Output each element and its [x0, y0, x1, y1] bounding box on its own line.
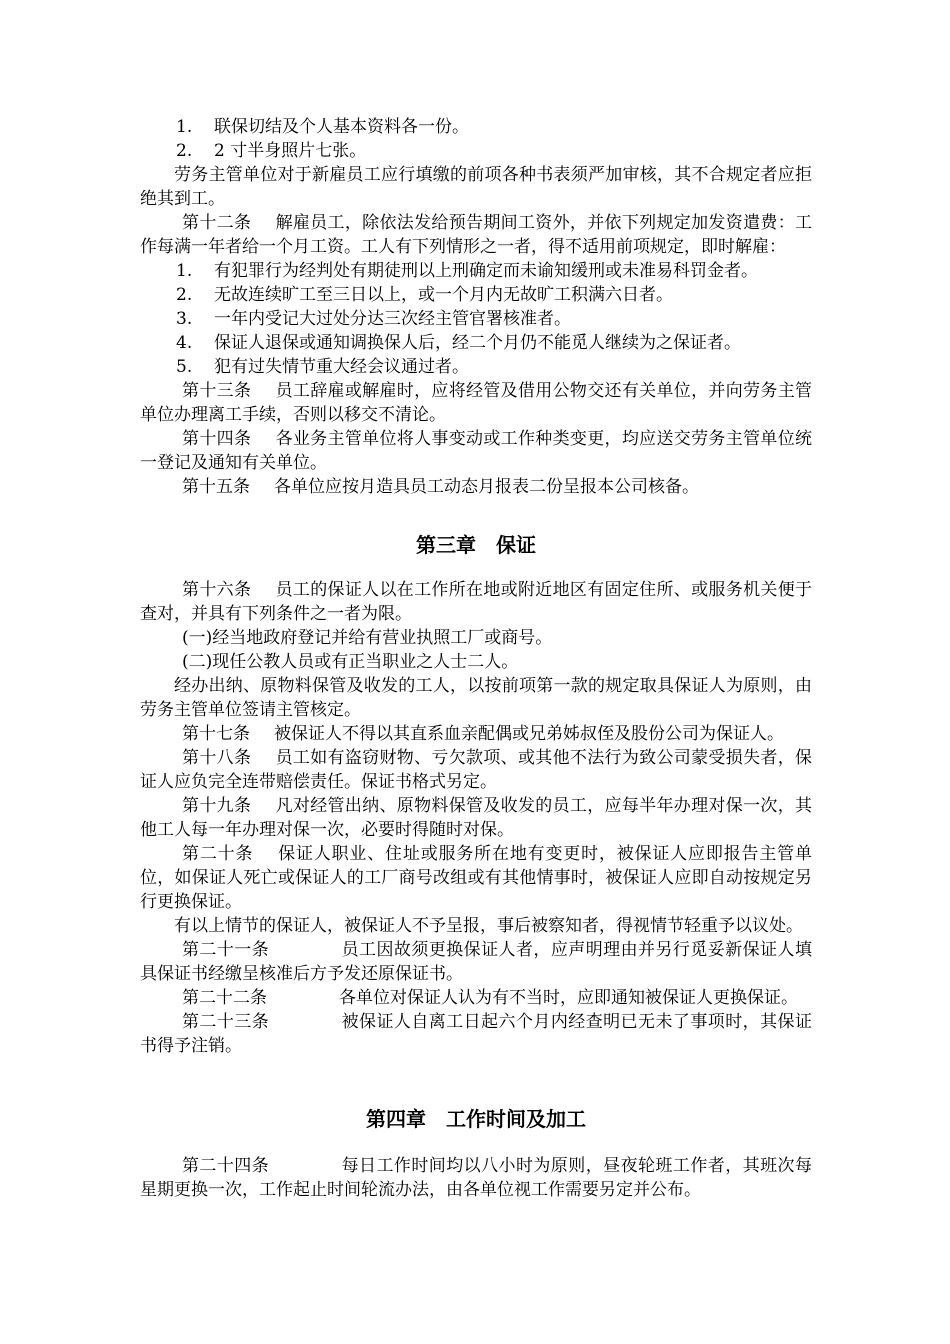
chapter-number: 第四章 [366, 1107, 426, 1131]
list-item-text: 犯有过失情节重大经会议通过者。 [214, 357, 469, 377]
article-label: 第十六条 [182, 580, 252, 600]
list-item-number: 2. [176, 285, 193, 305]
list-item-number: 1. [176, 261, 193, 281]
list-item-text: 保证人退保或通知调换保人后，经二个月仍不能觅人继续为之保证者。 [214, 333, 741, 353]
list-item-number: 1. [176, 117, 193, 137]
article-14 [140, 427, 812, 475]
article-23 [140, 1010, 812, 1058]
article-13 [140, 379, 812, 427]
article-label: 第十九条 [182, 796, 252, 816]
list-item [176, 139, 812, 163]
condition-1: (一)经当地政府登记并给有营业执照工厂或商号。 [182, 628, 553, 648]
article-18 [140, 746, 812, 794]
dismissal-list-item [176, 331, 812, 355]
article-text: 各业务主管单位将人事变动或工作种类变更，均应送交劳务主管单位统一登记及通知有关单位。 [140, 429, 813, 473]
article-text: 凡对经管出纳、原物料保管及收发的员工，应每半年办理对保一次，其他工人每一年办理对保一次，必要时得随时对保。 [140, 796, 813, 840]
list-item-text: 无故连续旷工至三日以上，或一个月内无故旷工积满六日者。 [214, 285, 673, 305]
article-text: 被保证人不得以其直系血亲配偶或兄弟姊叔侄及股份公司为保证人。 [274, 724, 784, 744]
article-text: 被保证人自离工日起六个月内经查明已无未了事项时，其保证书得予注销。 [140, 1012, 812, 1056]
dismissal-list-item [176, 283, 812, 307]
dismissal-list-item [176, 259, 812, 283]
article-text: 解雇员工，除依法发给预告期间工资外，并依下列规定加发资遣费：工作每满一年者给一个月工资。工人有下列情形之一者，得不适用前项规定，即时解雇： [140, 213, 813, 257]
article-label: 第二十一条 [182, 940, 270, 960]
article-label: 第十二条 [182, 213, 252, 233]
article-text: 每日工作时间均以八小时为原则，昼夜轮班工作者，其班次每星期更换一次，工作起止时间轮流办法，由各单位视工作需要另定并公布。 [140, 1156, 812, 1200]
article-20 [140, 842, 812, 914]
article-label: 第二十二条 [182, 988, 267, 1008]
chapter-number: 第三章 [416, 533, 476, 557]
article-label: 第二十三条 [182, 1012, 270, 1032]
paragraph-review: 劳务主管单位对于新雇员工应行填缴的前项各种书表须严加审核，其不合规定者应拒绝其到工。 [140, 165, 812, 209]
article-text: 员工因故须更换保证人者，应声明理由并另行觅妥新保证人填具保证书经缴呈核准后方予发还原保证书。 [140, 940, 812, 984]
article-label: 第二十条 [182, 844, 254, 864]
list-item-number: 2. [176, 141, 193, 161]
list-item-text: 2 寸半身照片七张。 [214, 141, 367, 161]
list-item-text: 联保切结及个人基本资料各一份。 [214, 117, 469, 137]
section-employment-rules [140, 115, 812, 499]
dismissal-list-item [176, 355, 812, 379]
list-item [176, 115, 812, 139]
section-working-hours [140, 1154, 812, 1202]
article-label: 第十四条 [182, 429, 252, 449]
list-item-number: 4. [176, 333, 193, 353]
list-item-number: 5. [176, 357, 193, 377]
paragraph-conceal: 有以上情节的保证人，被保证人不予呈报，事后被察知者，得视情节轻重予以议处。 [174, 916, 803, 936]
dismissal-list-item [176, 307, 812, 331]
section-guarantee [140, 578, 812, 1058]
article-text: 员工辞雇或解雇时，应将经管及借用公物交还有关单位，并向劳务主管单位办理离工手续，否则以移交不清论。 [140, 381, 813, 425]
list-item-number: 3. [176, 309, 193, 329]
article-label: 第十八条 [182, 748, 252, 768]
article-label: 第十五条 [182, 477, 250, 497]
condition-2: (二)现任公教人员或有正当职业之人士二人。 [182, 652, 519, 672]
article-21 [140, 938, 812, 986]
chapter-title: 工作时间及加工 [446, 1107, 586, 1131]
article-text: 各单位应按月造具员工动态月报表二份呈报本公司核备。 [274, 477, 699, 497]
article-24 [140, 1154, 812, 1202]
list-item-text: 有犯罪行为经判处有期徒刑以上刑确定而未谕知缓刑或未准易科罚金者。 [214, 261, 758, 281]
chapter-3-heading [140, 531, 812, 559]
article-17 [140, 722, 812, 746]
paragraph-cashier: 经办出纳、原物料保管及收发的工人，以按前项第一款的规定取具保证人为原则，由劳务主管单位签请主管核定。 [140, 676, 812, 720]
article-label: 第二十四条 [182, 1156, 270, 1176]
article-12 [140, 211, 812, 259]
article-text: 各单位对保证人认为有不当时，应即通知被保证人更换保证。 [339, 988, 798, 1008]
article-text: 员工如有盗窃财物、亏欠款项、或其他不法行为致公司蒙受损失者，保证人应负完全连带赔偿责任。保证书格式另定。 [140, 748, 813, 792]
article-text: 保证人职业、住址或服务所在地有变更时，被保证人应即报告主管单位，如保证人死亡或保证人的工厂商号改组或有其他情事时，被保证人应即自动按规定另行更换保证。 [140, 844, 813, 912]
article-15 [140, 475, 812, 499]
article-label: 第十三条 [182, 381, 252, 401]
article-19 [140, 794, 812, 842]
article-label: 第十七条 [182, 724, 250, 744]
article-text: 员工的保证人以在工作所在地或附近地区有固定住所、或服务机关便于查对，并具有下列条件之一者为限。 [140, 580, 813, 624]
chapter-title: 保证 [496, 533, 536, 557]
article-22 [140, 986, 812, 1010]
list-item-text: 一年内受记大过处分达三次经主管官署核准者。 [214, 309, 571, 329]
article-16 [140, 578, 812, 626]
chapter-4-heading [140, 1105, 812, 1133]
